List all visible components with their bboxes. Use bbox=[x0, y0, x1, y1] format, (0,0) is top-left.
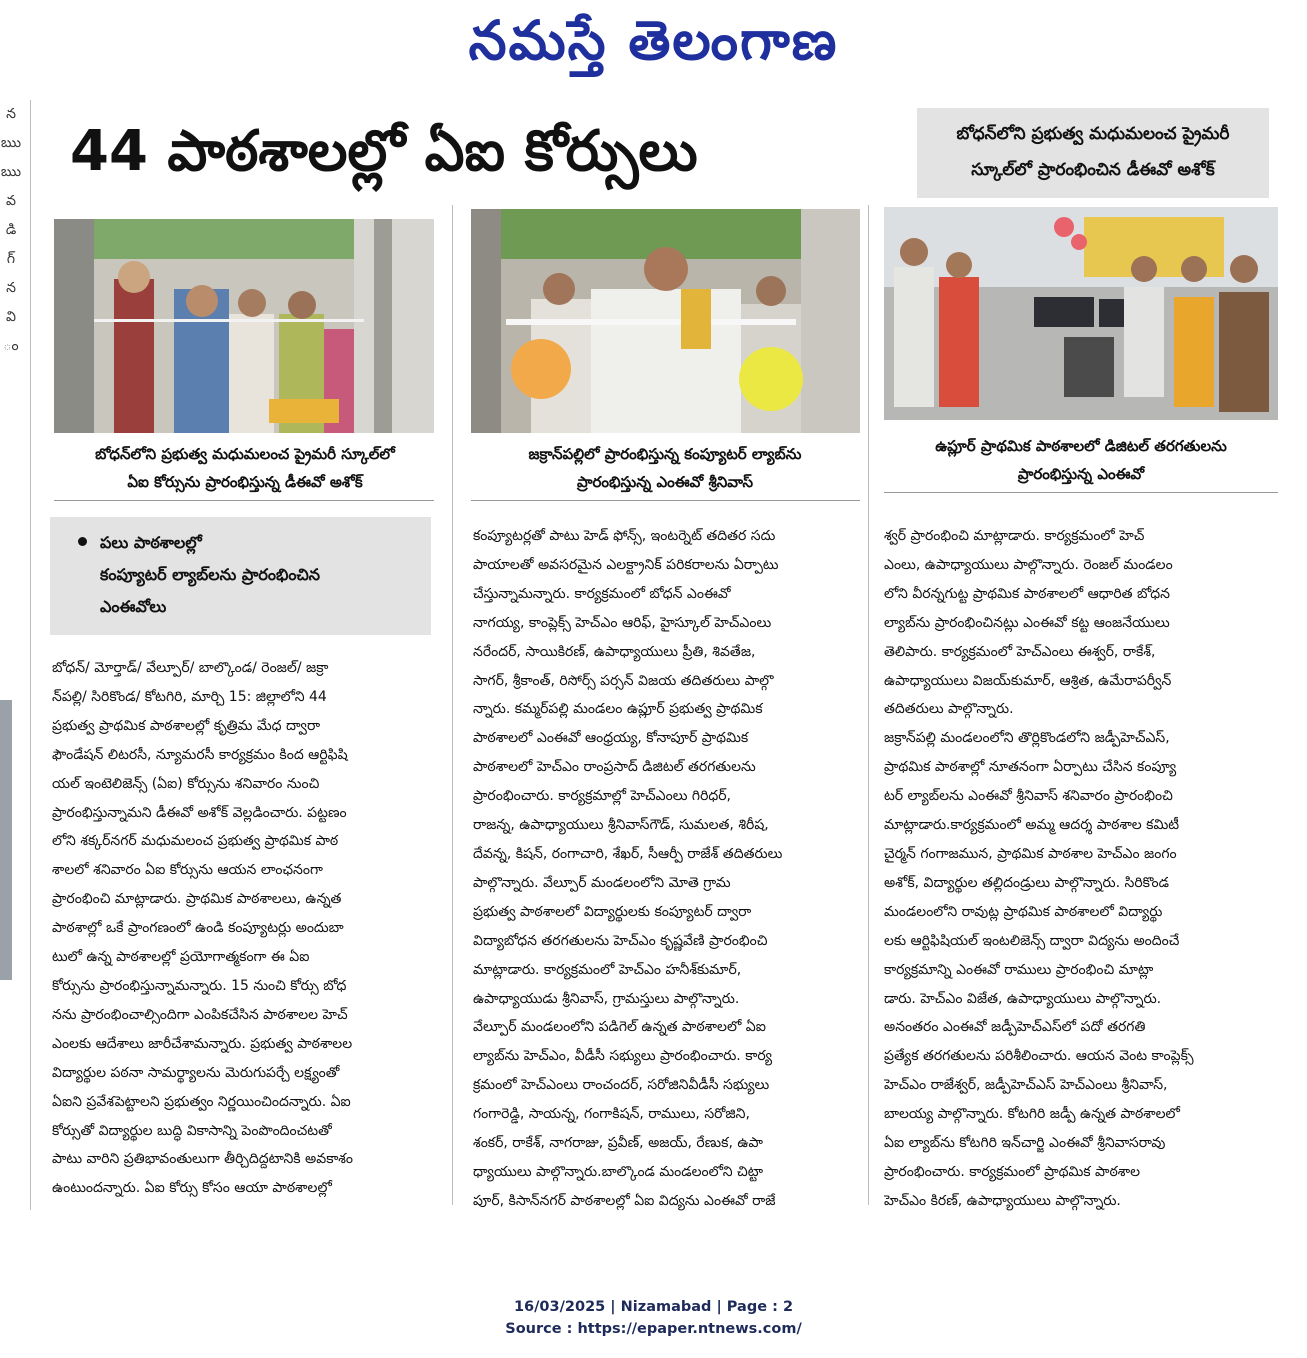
article-text-line: నాగయ్య, కాంప్లెక్స్ హెచ్ఎం ఆరిఫ్, హైస్కూల్ హెచ్ఎంలు bbox=[473, 614, 772, 631]
article-text-line: తదితరులు పాల్గొన్నారు. bbox=[884, 701, 1014, 718]
article-text-line: శంకర్, రాకేశ్, నాగరాజు, ప్రవీణ్, అజయ్, రేణుక, ఉపా bbox=[473, 1135, 763, 1152]
article-text-line: డారు. హెచ్ఎం విజేత, ఉపాధ్యాయులు పాల్గొన్నారు. bbox=[884, 990, 1162, 1007]
footer-date-edition: 16/03/2025 | Nizamabad | Page : 2 bbox=[513, 1299, 794, 1315]
article-text-line: గంగారెడ్డి, సాయన్న, గంగాకిషన్, రాములు, సరోజిని, bbox=[473, 1106, 750, 1123]
article-text-line: కంప్యూటర్లతో పాటు హెడ్ ఫోన్స్, ఇంటర్నెట్ తదితర సదు bbox=[473, 528, 776, 544]
edge-glyph: గ్ bbox=[6, 251, 16, 267]
article-text-line: ఫౌండేషన్ లిటరసీ, న్యూమరసీ కార్యక్రమం కింద ఆర్టిఫిషి bbox=[52, 746, 348, 763]
article-text-line: పాయాలతో అవసరమైన ఎలక్ట్రానిక్ పరికరాలను ఏర్పాటు bbox=[473, 556, 779, 573]
kicker-line: బోధన్‌లోని ప్రభుత్వ మధుమలంచ ప్రైమరీ bbox=[956, 124, 1230, 144]
article-text-line: అశోక్, విద్యార్థుల తల్లిదండ్రులు పాల్గొన్నారు. సిరికొండ bbox=[884, 874, 1169, 891]
edge-glyph: డి bbox=[5, 222, 17, 238]
article-text-line: లోని శక్కర్‌నగర్ మధుమలంచ ప్రభుత్వ ప్రాథమిక పాఠ bbox=[52, 833, 339, 850]
article-text-line: న్‌పల్లి/ సిరికొండ/ కోటగిరి, మార్చి 15: జిల్లాలోని 44 bbox=[52, 688, 327, 705]
article-text-line: కోర్సును ప్రారంభిస్తున్నామన్నారు. 15 నుంచి కోర్సు బోధ bbox=[52, 977, 347, 994]
article-text-line: ఎంలకు ఆదేశాలు జారీచేశామన్నారు. ప్రభుత్వ పాఠశాలల bbox=[52, 1035, 353, 1052]
article-text-line: హెచ్ఎం రాజేశ్వర్, జడ్పీహెచ్ఎస్ హెచ్ఎంలు శ్రీనివాస్, bbox=[884, 1077, 1168, 1094]
caption-line: ఉప్లూర్ ప్రాథమిక పాఠశాలలో డిజిటల్ తరగతులను bbox=[935, 437, 1227, 455]
article-text-line: మండలంలోని రావుట్ల ప్రాథమిక పాఠశాలలో విద్యార్థు bbox=[884, 903, 1163, 920]
photo-bodhan-ribbon-cutting bbox=[54, 219, 434, 433]
article-text-line: ప్రారంభించారు. కార్యక్రమంలో ప్రాథమిక పాఠశాల bbox=[884, 1163, 1141, 1180]
article-text-line: చైర్మన్ గంగాజమున, ప్రాథమిక పాఠశాల హెచ్ఎం జంగం bbox=[884, 845, 1177, 862]
kicker-line: స్కూల్‌లో ప్రారంభించిన డీఈవో అశోక్ bbox=[971, 160, 1215, 180]
edge-glyph-list bbox=[0, 100, 22, 361]
article-text-line: శ్వర్ ప్రారంభించి మాట్లాడారు. కార్యక్రమంలో హెచ్ bbox=[884, 528, 1145, 544]
article-text-line: ఎంలు, ఉపాధ్యాయులు పాల్గొన్నారు. రెంజల్ మండలం bbox=[884, 556, 1173, 573]
article-text-line: లకు ఆర్టిఫిషియల్ ఇంటలిజెన్స్ ద్వారా విద్యను అందించే bbox=[884, 932, 1180, 949]
article-text-line: ఏఐ ల్యాబ్‌ను కోటగిరి ఇన్‌చార్జి ఎంఈవో శ్రీనివాసరావు bbox=[884, 1135, 1166, 1152]
article-text-line: టులో ఉన్న పాఠశాలల్లో ప్రయోగాత్మకంగా ఈ ఏఐ bbox=[52, 949, 310, 966]
edge-glyph: ఋ bbox=[0, 135, 22, 151]
article-text-line: సాగర్, శ్రీకాంత్, రిసోర్స్ పర్సన్ విజయ తదితరులు పాల్గొ bbox=[473, 672, 774, 689]
article-text-line: పాల్గొన్నారు. వేల్పూర్ మండలంలోని మోతె గ్రామ bbox=[473, 874, 731, 891]
caption-line: ప్రారంభిస్తున్న ఎంఈవో bbox=[1017, 465, 1145, 483]
article-text-line: పాఠశాలలో ఎంఈవో ఆంధ్రయ్య, కోనాపూర్ ప్రాథమిక bbox=[473, 730, 749, 747]
article-text-line: వేల్పూర్ మండలంలోని పడిగెల్ ఉన్నత పాఠశాలలో ఏఐ bbox=[473, 1019, 766, 1036]
photo-uplur-digital-class bbox=[884, 207, 1278, 420]
article-text-line: ప్రారంభించారు. కార్యక్రమాల్లో హెచ్ఎంలు గిరిధర్, bbox=[473, 788, 732, 805]
article-text-line: కార్యక్రమాన్ని ఎంఈవో రాములు ప్రారంభించి మాట్లా bbox=[884, 961, 1154, 978]
edge-glyph: ం bbox=[3, 338, 19, 354]
bullet-icon bbox=[78, 537, 87, 546]
neighbour-photo-edge bbox=[0, 700, 12, 980]
article-text-line: హెచ్ఎం కిరణ్, ఉపాధ్యాయులు పాల్గొన్నారు. bbox=[884, 1192, 1121, 1209]
headline: 44 పాఠశాలల్లో ఏఐ కోర్సులు bbox=[70, 119, 698, 184]
article-text-line: రాజన్న, ఉపాధ్యాయులు శ్రీనివాస్‌గౌడ్, సుమలత, శిరీష, bbox=[473, 817, 769, 834]
photo-jakranpally-computer-lab bbox=[471, 209, 860, 433]
article-text-line: చేస్తున్నామన్నారు. కార్యక్రమంలో బోధన్ ఎంఈవో bbox=[473, 585, 731, 602]
article-text-line: దేవన్న, కిషన్, రంగాచారి, శేఖర్, సీఆర్పీ రాజేశ్ తదితరులు bbox=[473, 845, 783, 862]
highlight-line: కంప్యూటర్ ల్యాబ్‌లను ప్రారంభించిన bbox=[100, 565, 320, 584]
article-text-line: ల్యాబ్‌ను హెచ్ఎం, వీడీసీ సభ్యులు ప్రారంభించారు. కార్య bbox=[473, 1048, 773, 1065]
article-text-line: మాట్లాడారు.కార్యక్రమంలో అమ్మ ఆదర్శ పాఠశాల కమిటీ bbox=[884, 817, 1180, 834]
highlight-line: పలు పాఠశాలల్లో bbox=[100, 533, 202, 552]
article-text-line: ప్రత్యేక తరగతులను పరిశీలించారు. ఆయన వెంట కాంప్లెక్స్ bbox=[884, 1048, 1194, 1065]
article-text-line: తెలిపారు. కార్యక్రమంలో హెచ్ఎంలు ఈశ్వర్, రాకేశ్, bbox=[884, 643, 1156, 660]
caption-line: జక్రాన్‌పల్లిలో ప్రారంభిస్తున్న కంప్యూటర్ ల్యాబ్‌ను bbox=[528, 445, 802, 463]
article-text-line: ల్యాబ్‌ను ప్రారంభించినట్లు ఎంఈవో కట్ట ఆంజనేయులు bbox=[884, 614, 1170, 631]
edge-glyph: వి bbox=[6, 309, 16, 325]
caption-line: బోధన్‌లోని ప్రభుత్వ మధుమలంచ ప్రైమరీ స్కూల్‌లో bbox=[95, 445, 395, 463]
article-text-line: ప్రభుత్వ పాఠశాలలో విద్యార్థులకు కంప్యూటర్ ద్వారా bbox=[473, 903, 752, 920]
article-text-line: ఉంటుందన్నారు. ఏఐ కోర్సు కోసం ఆయా పాఠశాలల్లో bbox=[52, 1180, 332, 1197]
article-text-line: నరేందర్, సాయికిరణ్, ఉపాధ్యాయులు ప్రీతి, శివతేజ, bbox=[473, 643, 756, 660]
article-text-line: విద్యాబోధన తరగతులను హెచ్ఎం కృష్ణవేణి ప్రారంభించి bbox=[473, 932, 768, 949]
article-text-line: ప్రారంభించి మాట్లాడారు. ప్రాథమిక పాఠశాలలు, ఉన్నత bbox=[52, 891, 342, 908]
article-text-line: ప్రారంభిస్తున్నామని డీఈవో అశోక్ వెల్లడించారు. పట్టణం bbox=[52, 804, 347, 821]
article-text-line: కోర్సుతో విద్యార్థుల బుద్ధి వికాసాన్ని పెంపొందించటతో bbox=[52, 1122, 332, 1139]
article-text-line: శాలలో శనివారం ఏఐ కోర్సును ఆయన లాంఛనంగా bbox=[52, 862, 323, 879]
edge-glyph: ఋ bbox=[0, 164, 22, 180]
column-rule-left bbox=[30, 100, 31, 1210]
caption-rule bbox=[884, 492, 1278, 493]
article-text-line: పాటు వారిని ప్రతిభావంతులుగా తీర్చిదిద్దటానికి అవకాశం bbox=[52, 1151, 353, 1168]
highlight-line: ఎంఈవోలు bbox=[100, 597, 167, 616]
article-text-line: ఉపాధ్యాయుడు శ్రీనివాస్, గ్రామస్తులు పాల్గొన్నారు. bbox=[473, 990, 740, 1007]
article-text-line: ధ్యాయులు పాల్గొన్నారు.బాల్కొండ మండలంలోని చిట్టా bbox=[473, 1163, 764, 1180]
article-text-line: టర్ ల్యాబ్‌లను ఎంఈవో శ్రీనివాస్ శనివారం ప్రారంభించి bbox=[884, 788, 1173, 805]
caption-rule bbox=[54, 500, 434, 501]
photo-caption-3 bbox=[880, 432, 1282, 488]
article-text-line: జక్రాన్‌పల్లి మండలంలోని తొర్లికొండలోని జడ్పీహెచ్ఎస్, bbox=[884, 730, 1170, 747]
article-text-line: ప్రాథమిక పాఠశాల్లో నూతనంగా ఏర్పాటు చేసిన కంప్యూ bbox=[884, 759, 1177, 776]
article-text-line: ప్రభుత్వ ప్రాథమిక పాఠశాలల్లో కృత్రిమ మేధ ద్వారా bbox=[52, 717, 321, 734]
page-footer bbox=[0, 1296, 1307, 1340]
edge-glyph: వ bbox=[6, 193, 16, 209]
article-text-line: విద్యార్థుల పఠనా సామర్థ్యాలను మెరుగుపర్చే లక్ష్యంతో bbox=[52, 1064, 340, 1081]
article-text-line: పూర్, కిసాన్‌నగర్ పాఠశాలల్లో ఏఐ విద్యను ఎంఈవో రాజే bbox=[473, 1192, 776, 1209]
footer-source: Source : https://epaper.ntnews.com/ bbox=[505, 1321, 802, 1337]
masthead-logo: నమస్తే తెలంగాణ bbox=[468, 8, 839, 72]
article-text-line: అనంతరం ఎంఈవో జడ్పీహెచ్ఎస్‌లో పదో తరగతి bbox=[884, 1019, 1146, 1036]
article-column-2 bbox=[473, 522, 859, 1216]
article-column-1 bbox=[52, 654, 438, 1203]
article-text-line: పాఠశాలలో హెచ్ఎం రాంప్రసాద్ డిజిటల్ తరగతులను bbox=[473, 759, 756, 776]
article-text-line: న్నారు. కమ్మర్‌పల్లి మండలం ఉప్లూర్ ప్రభుత్వ ప్రాథమిక bbox=[473, 701, 763, 718]
highlight-box bbox=[50, 517, 431, 635]
article-text-line: బాలయ్య పాల్గొన్నారు. కోటగిరి జడ్పీ ఉన్నత పాఠశాలలో bbox=[884, 1106, 1180, 1123]
neighbour-column-edge bbox=[0, 100, 22, 1210]
article-text-line: క్రమంలో హెచ్ఎంలు రాంచందర్, సరోజినివీడీసీ సభ్యులు bbox=[473, 1077, 770, 1094]
article-text-line: మాట్లాడారు. కార్యక్రమంలో హెచ్ఎం హనీశ్‌కుమార్, bbox=[473, 961, 742, 978]
article-text-line: లోని వీరన్నగుట్ట ప్రాథమిక పాఠశాలలో ఆధారిత బోధన bbox=[884, 585, 1170, 602]
article-text-line: నను ప్రారంభించాల్సిందిగా ఎంపికచేసిన పాఠశాలల హెచ్ bbox=[52, 1006, 348, 1023]
article-column-3 bbox=[884, 522, 1276, 1216]
article-text-line: పాఠశాల్లో ఒకే ప్రాంగణంలో ఉండి కంప్యూటర్లు అందుబా bbox=[52, 920, 344, 937]
article-text-line: యల్ ఇంటెలిజెన్స్ (ఏఐ) కోర్సును శనివారం నుంచి bbox=[52, 775, 320, 792]
article-text-line: ఏఐని ప్రవేశపెట్టాలని ప్రభుత్వం నిర్ణయించిందన్నారు. ఏఐ bbox=[52, 1093, 351, 1110]
kicker-box bbox=[917, 108, 1269, 198]
photo-caption-1 bbox=[50, 440, 440, 496]
caption-line: ప్రారంభిస్తున్న ఎంఈవో శ్రీనివాస్ bbox=[576, 473, 754, 491]
caption-line: ఏఐ కోర్సును ప్రారంభిస్తున్న డీఈవో అశోక్ bbox=[127, 473, 363, 491]
article-text-line: బోధన్/ మోర్తాడ్/ వేల్పూర్/ బాల్కొండ/ రెంజల్/ జక్రా bbox=[52, 660, 329, 676]
column-rule-2 bbox=[868, 205, 869, 1205]
edge-glyph: న bbox=[6, 106, 16, 122]
caption-rule bbox=[471, 500, 860, 501]
article-text-line: ఉపాధ్యాయులు విజయ్‌కుమార్, ఆశ్రిత, ఉమేరాపర్వీన్ bbox=[884, 672, 1172, 689]
edge-glyph: న bbox=[6, 280, 16, 296]
photo-caption-2 bbox=[466, 440, 864, 496]
column-rule-1 bbox=[452, 205, 453, 1205]
